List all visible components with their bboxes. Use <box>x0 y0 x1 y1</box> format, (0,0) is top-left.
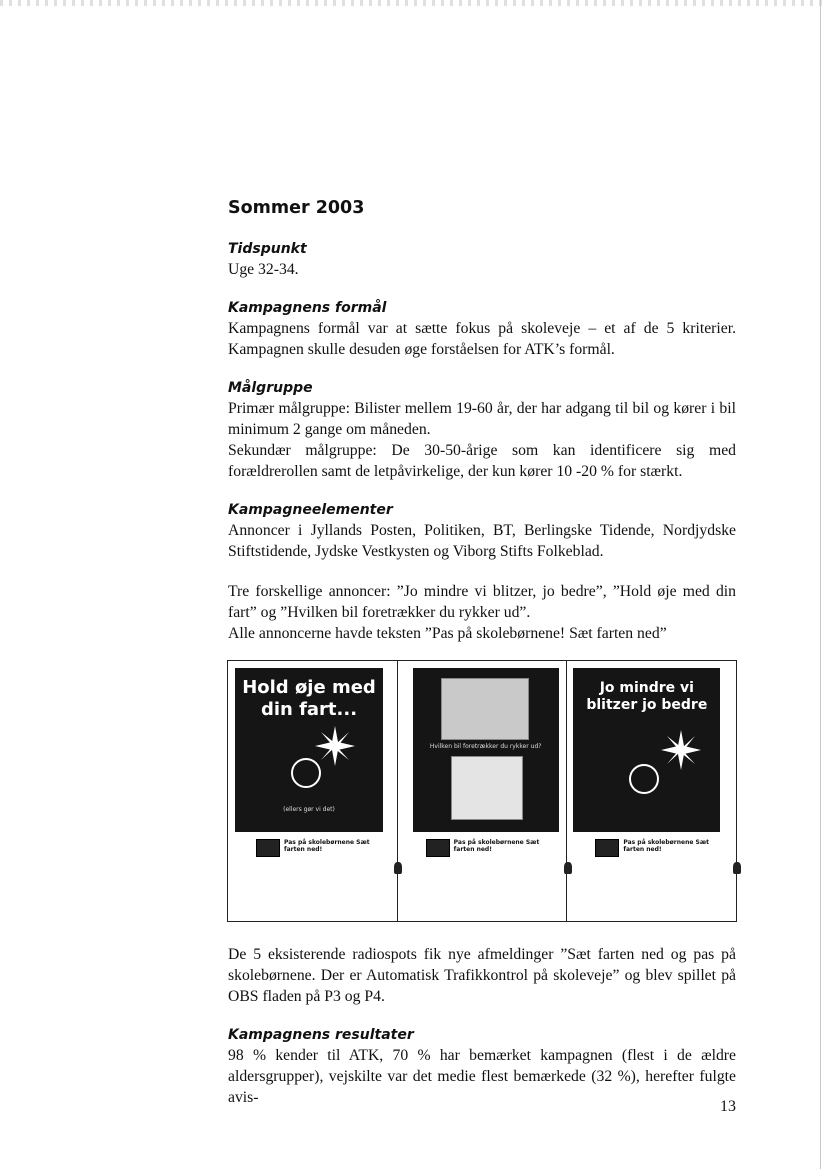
ad-poster <box>235 668 383 832</box>
crest-icon <box>733 862 741 874</box>
speed-camera-icon <box>291 758 321 788</box>
formaal-heading: Kampagnens formål <box>228 300 387 316</box>
ad-footer-text: Pas på skolebørnene Sæt farten ned! <box>453 839 540 853</box>
ad-poster <box>573 668 720 832</box>
ad-title: Hvilken bil foretrækker du rykker ud? <box>429 743 542 750</box>
elementer-heading: Kampagneelementer <box>228 502 393 518</box>
camera-icon <box>426 839 450 857</box>
document-body <box>228 198 736 644</box>
elementer-p1: Annoncer i Jyllands Posten, Politiken, BT, Berlingske Tidende, Nordjydske Stiftstidende, Jydske Vestkysten og Viborg Stifts Folkeblad. <box>228 522 736 560</box>
ad-poster <box>413 668 559 832</box>
tidspunkt-heading: Tidspunkt <box>228 241 307 257</box>
resultater-heading: Kampagnens resultater <box>228 1027 414 1043</box>
elementer-p3: Alle annoncerne havde teksten ”Pas på skolebørnene! Sæt farten ned” <box>228 625 667 642</box>
ambulance-image <box>451 756 523 820</box>
radiospots-text: De 5 eksisterende radiospots fik nye afmeldinger ”Sæt farten ned og pas på skolebørnene. Der er Automatisk Trafikkontrol på skoleveje” og blev spillet på OBS fladen på P3 og P4. <box>228 946 736 1005</box>
formaal-text: Kampagnens formål var at sætte fokus på skoleveje – et af de 5 kriterier. Kampagnen skulle desuden øge forståelsen for ATK’s formål. <box>228 320 736 358</box>
maalgruppe-secondary: Sekundær målgruppe: De 30-50-årige som kan identificere sig med forældrerollen samt de letpåvirkelige, der kun kører 10 -20 % for stærkt. <box>228 442 736 480</box>
ad-footer-text: Pas på skolebørnene Sæt farten ned! <box>284 839 370 853</box>
speed-camera-icon <box>629 764 659 794</box>
flash-star-icon <box>661 730 701 770</box>
scan-edge <box>0 0 827 6</box>
ad-title: Jo mindre vi blitzer jo bedre <box>586 680 708 713</box>
ad-hvilken-bil <box>398 661 568 921</box>
document-body-continued <box>228 944 736 1108</box>
ad-subtitle: (ellers gør vi det) <box>283 806 335 813</box>
ad-jo-mindre <box>567 661 736 921</box>
ad-figure <box>227 660 737 922</box>
ad-footer-text: Pas på skolebørnene Sæt farten ned! <box>623 839 709 853</box>
maalgruppe-heading: Målgruppe <box>228 380 313 396</box>
page-number: 13 <box>720 1098 736 1115</box>
resultater-text: 98 % kender til ATK, 70 % har bemærket kampagnen (flest i de ældre aldersgrupper), vejskilte var det medie flest bemærkede (32 %), herefter fulgte avis- <box>228 1047 736 1106</box>
ad-title: Hold øje med din fart... <box>242 677 376 720</box>
camera-icon <box>256 839 280 857</box>
maalgruppe-primary: Primær målgruppe: Bilister mellem 19-60 år, der har adgang til bil og kører i bil minimum 2 gange om måneden. <box>228 400 736 438</box>
flash-star-icon <box>315 726 355 766</box>
elementer-p2: Tre forskellige annoncer: ”Jo mindre vi blitzer, jo bedre”, ”Hold øje med din fart” og ”Hvilken bil foretrækker du rykker ud”. <box>228 583 736 621</box>
ad-hold-oje <box>228 661 398 921</box>
tidspunkt-text: Uge 32-34. <box>228 261 299 278</box>
camera-icon <box>595 839 619 857</box>
scan-edge-right <box>820 0 821 1169</box>
section-title: Sommer 2003 <box>228 198 365 218</box>
police-van-image <box>441 678 529 740</box>
